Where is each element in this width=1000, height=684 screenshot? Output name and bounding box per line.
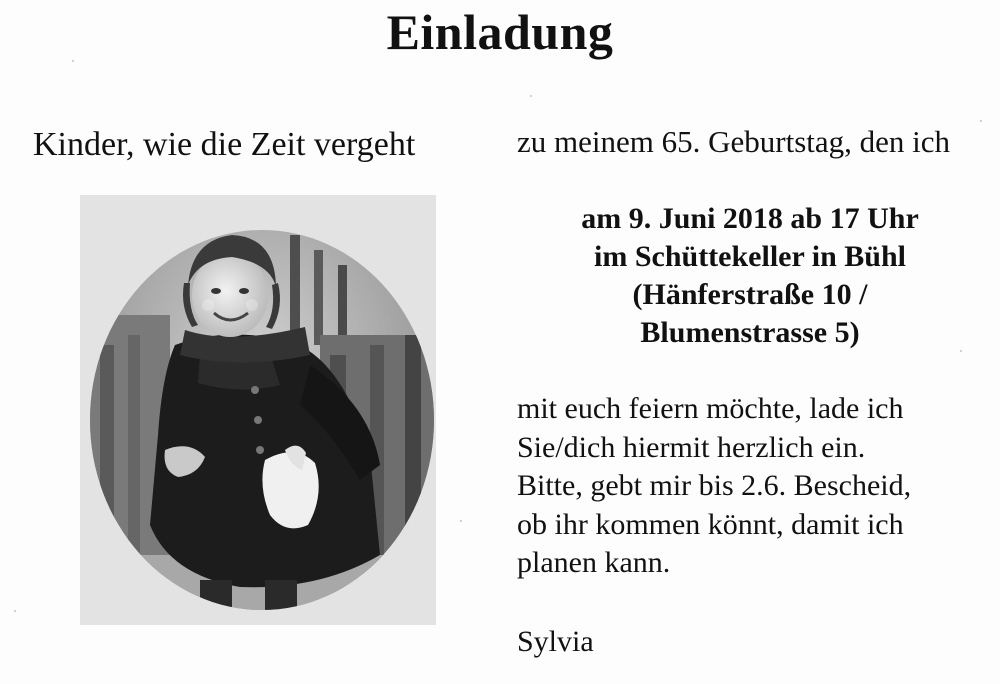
body-line: Bitte, gebt mir bis 2.6. Bescheid,	[517, 469, 912, 502]
scan-speck	[530, 95, 532, 97]
invitation-title: Einladung	[386, 4, 614, 60]
signature: Sylvia	[517, 625, 594, 658]
event-date-line: am 9. Juni 2018 ab 17 Uhr	[581, 202, 919, 235]
event-details	[500, 200, 1000, 352]
invitation-tagline: Kinder, wie die Zeit vergeht	[33, 126, 416, 163]
event-address-line: Blumenstrasse 5)	[640, 316, 860, 349]
invitation-body	[517, 390, 911, 583]
body-line: Sie/dich hiermit herzlich ein.	[517, 430, 866, 464]
event-address-line: (Hänferstraße 10 /	[632, 278, 868, 311]
event-venue-line: im Schüttekeller in Bühl	[594, 240, 906, 273]
childhood-photo	[80, 195, 436, 625]
scan-speck	[980, 120, 982, 122]
body-line: mit euch feiern möchte, lade ich	[517, 392, 904, 425]
scan-speck	[460, 520, 462, 522]
scan-speck	[14, 610, 16, 612]
invitation-intro: zu meinem 65. Geburtstag, den ich	[517, 124, 951, 159]
body-line: ob ihr kommen könnt, damit ich	[517, 507, 904, 541]
body-line: planen kann.	[517, 546, 671, 579]
childhood-photo-image	[80, 195, 436, 625]
